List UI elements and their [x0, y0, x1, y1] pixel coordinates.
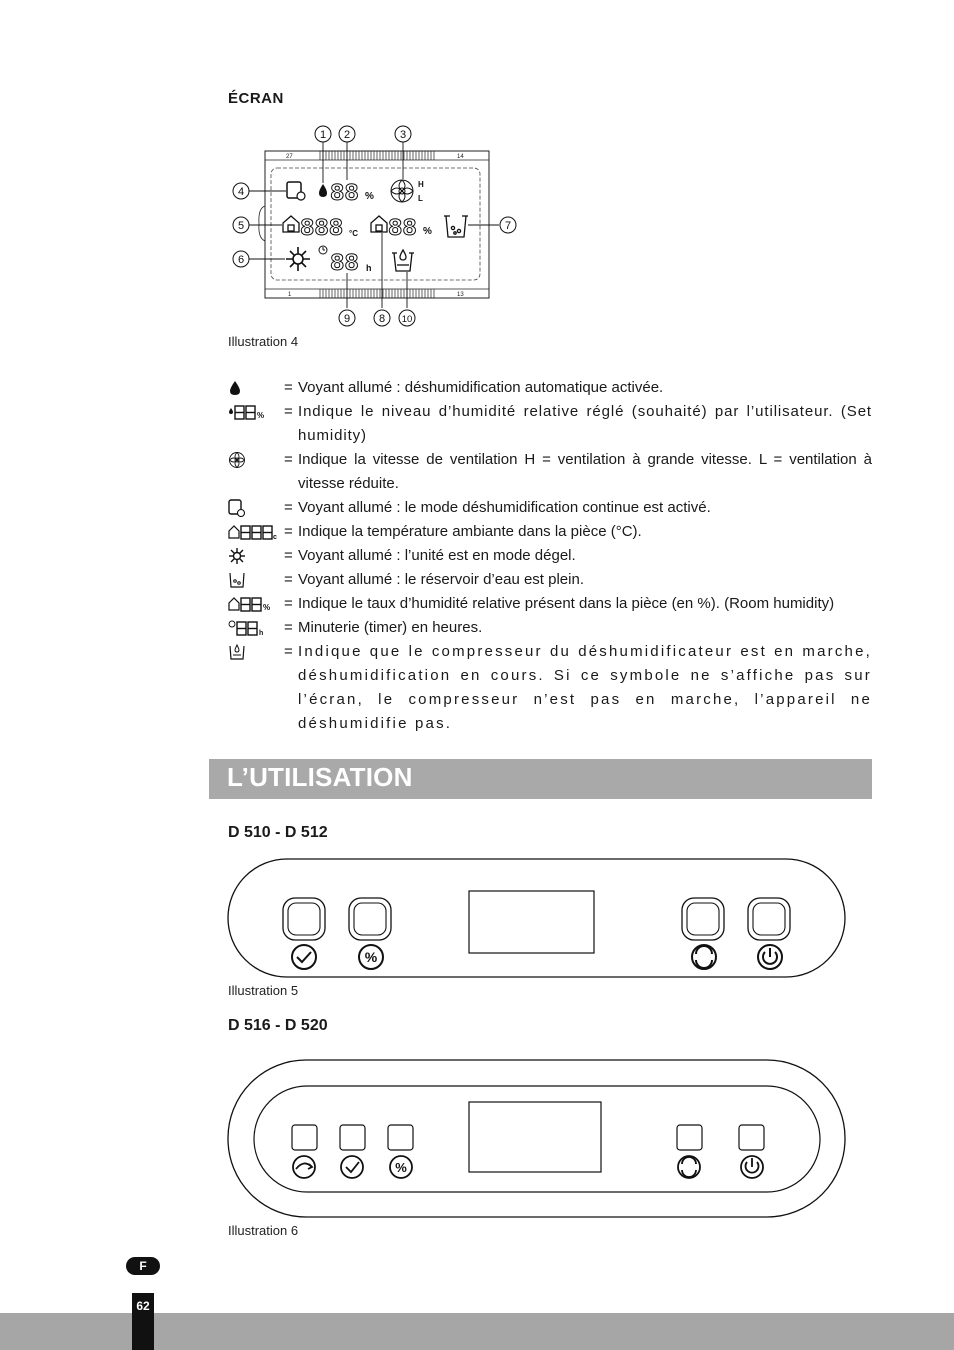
illustration-4-caption: Illustration 4: [228, 334, 299, 349]
lcd-legend: [228, 376, 872, 736]
power-button: [748, 898, 790, 940]
legend-text: Voyant allumé : l’unité est en mode dégel.: [298, 547, 576, 564]
legend-row-timer: h = Minuterie (timer) en heures.: [228, 616, 872, 640]
control-panel-d510: [226, 856, 850, 982]
set-humidity-digits: 88: [330, 181, 359, 208]
swing-button: [292, 1125, 317, 1150]
svg-text:%: %: [395, 1160, 407, 1175]
room-humidity-house-icon: [371, 216, 387, 232]
legend-text: Indique la température ambiante dans la pièce (°C).: [298, 523, 642, 540]
compressor-icon: [392, 250, 414, 271]
room-humidity-digits: 88: [388, 216, 417, 243]
fan-speed-button: [677, 1125, 702, 1150]
legend-text: Voyant allumé : le réservoir d’eau est plein.: [298, 571, 584, 588]
legend-text: Indique que le compresseur du déshumidificateur est en marche, déshumidification en cours. Si ce symbole ne s’affiche pas sur l’écran, le compresseur n’est pas en marche, l’appareil ne déshumidifie pas.: [298, 643, 872, 732]
svg-text:%: %: [263, 603, 271, 612]
defrost-icon: [228, 547, 246, 565]
legend-row-set-humidity: % = Indique le niveau d’humidité relative réglé (souhaité) par l’utilisateur. (Set humidity): [228, 400, 872, 448]
section-title: L’UTILISATION: [227, 762, 413, 792]
svg-text:h: h: [259, 630, 264, 637]
humidity-button: [349, 898, 391, 940]
tank-full-icon: [228, 571, 246, 589]
legend-row-continuous: = Voyant allumé : le mode déshumidification continue est activé.: [228, 496, 872, 520]
legend-row-drop: = Voyant allumé : déshumidification automatique activée.: [228, 376, 872, 400]
callout-9: 9: [343, 313, 351, 325]
svg-text:c: c: [273, 534, 277, 541]
timer-digits: 88: [330, 251, 359, 278]
drop-icon: [228, 380, 242, 396]
ruler-label-top-right: 14: [457, 154, 464, 160]
svg-text:%: %: [364, 949, 378, 965]
room-temperature-display-icon: [228, 523, 280, 541]
legend-row-tank-full: = Voyant allumé : le réservoir d’eau est plein.: [228, 568, 872, 592]
room-temperature-digits: 888: [300, 216, 344, 243]
fan-icon: [228, 451, 246, 469]
ruler-label-bottom-left: 1: [288, 292, 292, 298]
timer-unit: h: [366, 263, 372, 273]
legend-text: Indique la vitesse de ventilation H = ventilation à grande vitesse. L = ventilation à vitesse réduite.: [298, 451, 872, 492]
svg-text:%: %: [257, 411, 265, 420]
fan-speed-button: [682, 898, 724, 940]
display-window: [469, 891, 594, 953]
callout-10: 10: [401, 314, 413, 325]
legend-text: Indique le niveau d’humidité relative réglé (souhaité) par l’utilisateur. (Set humidity): [298, 403, 872, 444]
legend-text: Voyant allumé : déshumidification automatique activée.: [298, 379, 664, 396]
timer-display-icon: [228, 619, 268, 637]
section-header: [209, 759, 872, 799]
room-humidity-unit: %: [423, 226, 432, 237]
fan-low-label: L: [418, 194, 423, 203]
legend-text: Indique le taux d’humidité relative présent dans la pièce (en %). (Room humidity): [298, 595, 835, 612]
defrost-icon: [286, 247, 310, 271]
callout-8: 8: [378, 313, 386, 325]
ruler-bottom: [320, 289, 434, 298]
legend-text: Minuterie (timer) en heures.: [298, 619, 483, 636]
legend-row-defrost: = Voyant allumé : l’unité est en mode dégel.: [228, 544, 872, 568]
callout-2: 2: [343, 129, 351, 141]
callout-3: 3: [399, 129, 407, 141]
set-humidity-unit: %: [365, 191, 374, 202]
control-panel-d516: [226, 1057, 850, 1221]
continuous-mode-icon: [287, 182, 305, 200]
model-heading-b: D 516 - D 520: [228, 1017, 328, 1034]
lcd-diagram: [228, 120, 528, 335]
ruler-top: [320, 151, 434, 160]
compressor-icon: [228, 643, 246, 661]
legend-row-compressor: = Indique que le compresseur du déshumidificateur est en marche, déshumidification en cours. Si ce symbole ne s’affiche pas sur l’écran, le compresseur n’est pas en marche, l’appareil ne déshumidifie pas.: [228, 640, 872, 736]
tank-full-icon: [444, 216, 468, 237]
illustration-5-caption: Illustration 5: [228, 983, 299, 998]
display-window: [469, 1102, 601, 1172]
model-heading-a: D 510 - D 512: [228, 824, 328, 841]
legend-row-room-humidity: % = Indique le taux d’humidité relative présent dans la pièce (en %). (Room humidity): [228, 592, 872, 616]
ruler-label-bottom-right: 13: [457, 292, 464, 298]
humidity-button: [388, 1125, 413, 1150]
ruler-label-top-left: 27: [286, 154, 293, 160]
room-humidity-display-icon: [228, 595, 272, 613]
legend-row-room-temperature: c = Indique la température ambiante dans la pièce (°C).: [228, 520, 872, 544]
screen-heading: ÉCRAN: [228, 90, 284, 107]
callout-1: 1: [319, 129, 327, 141]
timer-clock-icon: [319, 246, 327, 254]
page-number: 62: [132, 1293, 154, 1350]
legend-text: Voyant allumé : le mode déshumidification continue est activé.: [298, 499, 711, 516]
legend-row-fan: = Indique la vitesse de ventilation H = ventilation à grande vitesse. L = ventilation à vitesse réduite.: [228, 448, 872, 496]
dehumidify-button: [283, 898, 325, 940]
drop-icon: [319, 184, 327, 197]
fan-icon: [391, 180, 413, 202]
callout-7: 7: [504, 220, 512, 232]
callout-5: 5: [237, 220, 245, 232]
room-temperature-unit: °C: [349, 229, 358, 238]
language-tab: F: [126, 1257, 160, 1275]
callout-4: 4: [237, 186, 245, 198]
dehumidify-button: [340, 1125, 365, 1150]
set-humidity-display-icon: [228, 403, 268, 421]
fan-high-label: H: [418, 180, 424, 189]
power-button: [739, 1125, 764, 1150]
room-temperature-house-icon: [283, 216, 299, 232]
continuous-mode-icon: [228, 499, 246, 517]
illustration-6-caption: Illustration 6: [228, 1223, 299, 1238]
callout-6: 6: [237, 254, 245, 266]
